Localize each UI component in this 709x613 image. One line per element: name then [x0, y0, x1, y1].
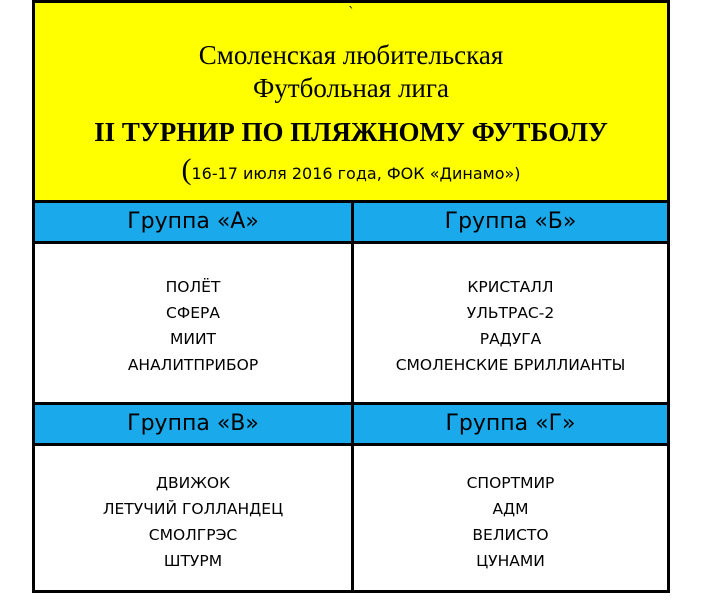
group-a-list — [35, 244, 351, 402]
team-item: ВЕЛИСТО — [472, 526, 549, 544]
stray-mark: ` — [348, 5, 355, 21]
team-item: АНАЛИТПРИБОР — [127, 356, 259, 374]
team-item: ПОЛЁТ — [165, 278, 221, 296]
tournament-title: II ТУРНИР ПО ПЛЯЖНОМУ ФУТБОЛУ — [94, 117, 608, 147]
header-panel — [35, 3, 667, 203]
column-divider — [351, 203, 354, 590]
group-b-title: Группа «Б» — [354, 203, 667, 244]
tournament-board — [32, 0, 670, 593]
team-item: СФЕРА — [166, 304, 220, 322]
team-item: РАДУГА — [479, 330, 542, 348]
team-item: ШТУРМ — [163, 552, 223, 570]
date-open-paren: ( — [181, 153, 192, 186]
date-venue-text: 16-17 июля 2016 года, ФОК «Динамо») — [191, 164, 521, 183]
team-item: ЦУНАМИ — [476, 552, 545, 570]
team-item: УЛЬТРАС-2 — [466, 304, 555, 322]
group-a-title: Группа «А» — [35, 203, 351, 244]
league-name-line-1: Смоленская любительская — [198, 40, 504, 70]
group-g-title: Группа «Г» — [354, 405, 667, 446]
group-g-list — [354, 446, 667, 590]
team-item: МИИТ — [169, 330, 217, 348]
team-item: ДВИЖОК — [155, 474, 231, 492]
group-b-list — [354, 244, 667, 402]
group-v-list — [35, 446, 351, 590]
group-v-title: Группа «В» — [35, 405, 351, 446]
date-venue — [35, 153, 667, 191]
team-item: АДМ — [492, 500, 529, 518]
league-name-line-2: Футбольная лига — [253, 73, 449, 103]
team-item: КРИСТАЛЛ — [467, 278, 554, 296]
team-item: ЛЕТУЧИЙ ГОЛЛАНДЕЦ — [102, 500, 284, 518]
team-item: СПОРТМИР — [466, 474, 555, 492]
team-item: СМОЛЕНСКИЕ БРИЛЛИАНТЫ — [395, 356, 626, 374]
team-item: СМОЛГРЭС — [148, 526, 238, 544]
